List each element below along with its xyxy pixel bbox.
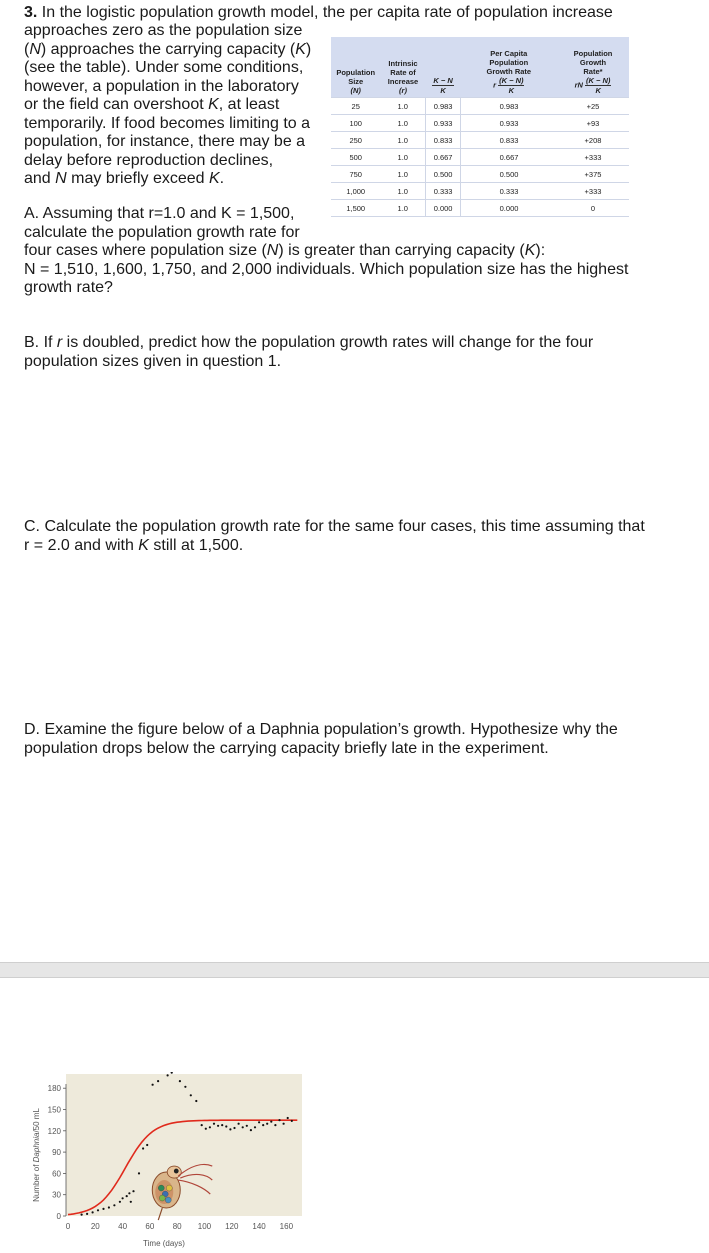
x-tick-label: 140 (252, 1222, 266, 1231)
x-tick-label: 120 (225, 1222, 239, 1231)
table-cell-pc: 0.933 (461, 115, 557, 132)
part-d-line: D. Examine the figure below of a Daphnia population’s growth. Hypothesize why the (24, 721, 618, 738)
part-c-line: C. Calculate the population growth rate for the same four cases, this time assuming that (24, 518, 645, 535)
data-point (179, 1080, 181, 1082)
part-b-line: B. If r is doubled, predict how the population growth rates will change for the four (24, 334, 594, 351)
table-cell-pg: 0 (557, 200, 629, 217)
part-b-line: population sizes given in question 1. (24, 352, 282, 370)
data-point (171, 1072, 173, 1074)
table-cell-kn: 0.983 (426, 98, 461, 115)
table-row (331, 98, 629, 115)
y-tick-label: 180 (47, 1084, 61, 1094)
data-point (217, 1125, 219, 1127)
table-cell-kn: 0.933 (426, 115, 461, 132)
question-intro-line: and N may briefly exceed K. (24, 170, 225, 187)
question-intro-text: In the logistic population growth model, the per capita rate of population increase (41, 4, 613, 21)
table-cell-pc: 0.983 (461, 98, 557, 115)
header-k-minus-n: $\frac{K - N}{K}$ (426, 37, 461, 98)
table-cell-kn: 0.333 (426, 183, 461, 200)
data-point (221, 1124, 223, 1126)
table-cell-pc: 0.000 (461, 200, 557, 217)
x-tick-label: 40 (118, 1222, 128, 1231)
y-tick-label: 120 (47, 1126, 61, 1136)
y-tick-label: 150 (47, 1105, 61, 1115)
plot-background (66, 1074, 302, 1216)
table-cell-r: 1.0 (380, 149, 425, 166)
daphnia-growth-chart (30, 1072, 306, 1252)
data-point (266, 1123, 268, 1125)
question-number: 3. (24, 4, 38, 21)
data-point (108, 1206, 110, 1208)
data-point (92, 1211, 94, 1213)
table-cell-r: 1.0 (380, 132, 425, 149)
part-a (24, 205, 664, 298)
data-point (246, 1125, 248, 1127)
part-a-line: N = 1,510, 1,600, 1,750, and 2,000 individuals. Which population size has the highest (24, 260, 629, 278)
x-tick-label: 20 (90, 1222, 100, 1231)
data-point (258, 1121, 260, 1123)
table-cell-n: 1,000 (331, 183, 380, 200)
table-cell-n: 100 (331, 115, 380, 132)
table-cell-pg: +333 (557, 149, 629, 166)
y-axis-label: Number of Daphnia/50 mL (32, 1108, 41, 1202)
data-point (138, 1172, 140, 1174)
table-row (331, 166, 629, 183)
table-cell-pc: 0.667 (461, 149, 557, 166)
data-point (128, 1192, 130, 1194)
data-point (213, 1123, 215, 1125)
x-tick-label: 100 (197, 1222, 212, 1231)
table-cell-kn: 0.500 (426, 166, 461, 183)
table-cell-r: 1.0 (380, 115, 425, 132)
data-point (233, 1127, 235, 1129)
part-d (24, 721, 664, 758)
data-point (122, 1197, 124, 1199)
data-point (142, 1147, 144, 1149)
question-intro-line: approaches zero as the population size (24, 22, 303, 39)
table-cell-n: 25 (331, 98, 380, 115)
table-cell-pc: 0.500 (461, 166, 557, 183)
table-cell-n: 1,500 (331, 200, 380, 217)
table-cell-pg: +333 (557, 183, 629, 200)
data-point (250, 1129, 252, 1131)
part-c (24, 518, 664, 555)
data-point (152, 1084, 154, 1086)
data-point (81, 1214, 83, 1216)
question-intro-line (24, 4, 624, 23)
data-point (190, 1094, 192, 1096)
part-c-line: r = 2.0 and with K still at 1,500. (24, 536, 244, 554)
x-tick-label: 0 (65, 1222, 71, 1231)
data-point (209, 1126, 211, 1128)
data-point (195, 1100, 197, 1102)
header-intrinsic-rate: Intrinsic Rate of Increase (r) (380, 37, 425, 98)
x-tick-label: 60 (145, 1222, 155, 1231)
data-point (102, 1208, 104, 1210)
question-intro-line: (see the table). Under some conditions, (24, 59, 304, 76)
table-cell-pg: +25 (557, 98, 629, 115)
x-axis-label: Time (days) (143, 1239, 185, 1248)
table-row (331, 183, 629, 200)
data-point (126, 1195, 128, 1197)
data-point (225, 1125, 227, 1127)
table-cell-n: 500 (331, 149, 380, 166)
data-point (291, 1120, 293, 1122)
part-b (24, 334, 664, 371)
data-point (130, 1201, 132, 1203)
data-point (238, 1123, 240, 1125)
data-point (157, 1080, 159, 1082)
table-cell-kn: 0.667 (426, 149, 461, 166)
logistic-growth-table (331, 37, 629, 217)
table-cell-pg: +208 (557, 132, 629, 149)
section-divider (0, 962, 709, 978)
table-cell-kn: 0.000 (426, 200, 461, 217)
question-intro-wrapped (24, 22, 324, 189)
table-cell-pc: 0.833 (461, 132, 557, 149)
data-point (146, 1144, 148, 1146)
table-cell-r: 1.0 (380, 166, 425, 183)
part-a-line: A. Assuming that r=1.0 and K = 1,500, (24, 205, 295, 222)
x-tick-label: 160 (279, 1222, 294, 1231)
data-point (242, 1126, 244, 1128)
y-tick-label: 60 (52, 1169, 61, 1179)
data-point (270, 1121, 272, 1123)
data-point (97, 1209, 99, 1211)
data-point (113, 1204, 115, 1206)
data-point (262, 1124, 264, 1126)
table-cell-r: 1.0 (380, 183, 425, 200)
table-cell-n: 750 (331, 166, 380, 183)
table-row (331, 132, 629, 149)
part-a-line: four cases where population size (N) is greater than carrying capacity (K): (24, 242, 546, 259)
y-tick-label: 0 (56, 1212, 61, 1221)
part-a-line: growth rate? (24, 279, 113, 296)
table-row (331, 115, 629, 132)
table-cell-pg: +375 (557, 166, 629, 183)
data-point (205, 1128, 207, 1130)
question-intro-line: temporarily. If food becomes limiting to a (24, 114, 311, 132)
question-intro-line: delay before reproduction declines, (24, 151, 274, 169)
data-point (86, 1213, 88, 1215)
data-point (184, 1086, 186, 1088)
table-cell-r: 1.0 (380, 98, 425, 115)
x-tick-label: 80 (172, 1222, 182, 1231)
table-cell-pg: +93 (557, 115, 629, 132)
data-point (132, 1190, 134, 1192)
part-d-line: population drops below the carrying capacity briefly late in the experiment. (24, 739, 549, 757)
data-point (274, 1124, 276, 1126)
table-row (331, 149, 629, 166)
table-cell-pc: 0.333 (461, 183, 557, 200)
question-intro-line: however, a population in the laboratory (24, 77, 299, 95)
data-point (283, 1123, 285, 1125)
data-point (119, 1201, 121, 1203)
y-tick-label: 30 (52, 1190, 61, 1200)
header-pop-growth: Population Growth Rate* rN $\frac{(K - N)}{K}$ (557, 37, 629, 98)
table-cell-r: 1.0 (380, 200, 425, 217)
question-intro-line: or the field can overshoot K, at least (24, 96, 280, 113)
table-cell-kn: 0.833 (426, 132, 461, 149)
data-point (229, 1128, 231, 1130)
header-population-size: Population Size (N) (331, 37, 380, 98)
data-point (167, 1074, 169, 1076)
table-cell-n: 250 (331, 132, 380, 149)
y-tick-label: 90 (52, 1148, 61, 1158)
header-per-capita: Per Capita Population Growth Rate r $\frac{(K - N)}{K}$ (461, 37, 557, 98)
part-a-line: calculate the population growth rate for (24, 223, 300, 241)
data-point (254, 1126, 256, 1128)
data-point (287, 1117, 289, 1119)
data-point (278, 1119, 280, 1121)
data-point (201, 1124, 203, 1126)
question-intro-line: (N) approaches the carrying capacity (K) (24, 40, 312, 58)
question-intro-line: population, for instance, there may be a (24, 133, 306, 150)
